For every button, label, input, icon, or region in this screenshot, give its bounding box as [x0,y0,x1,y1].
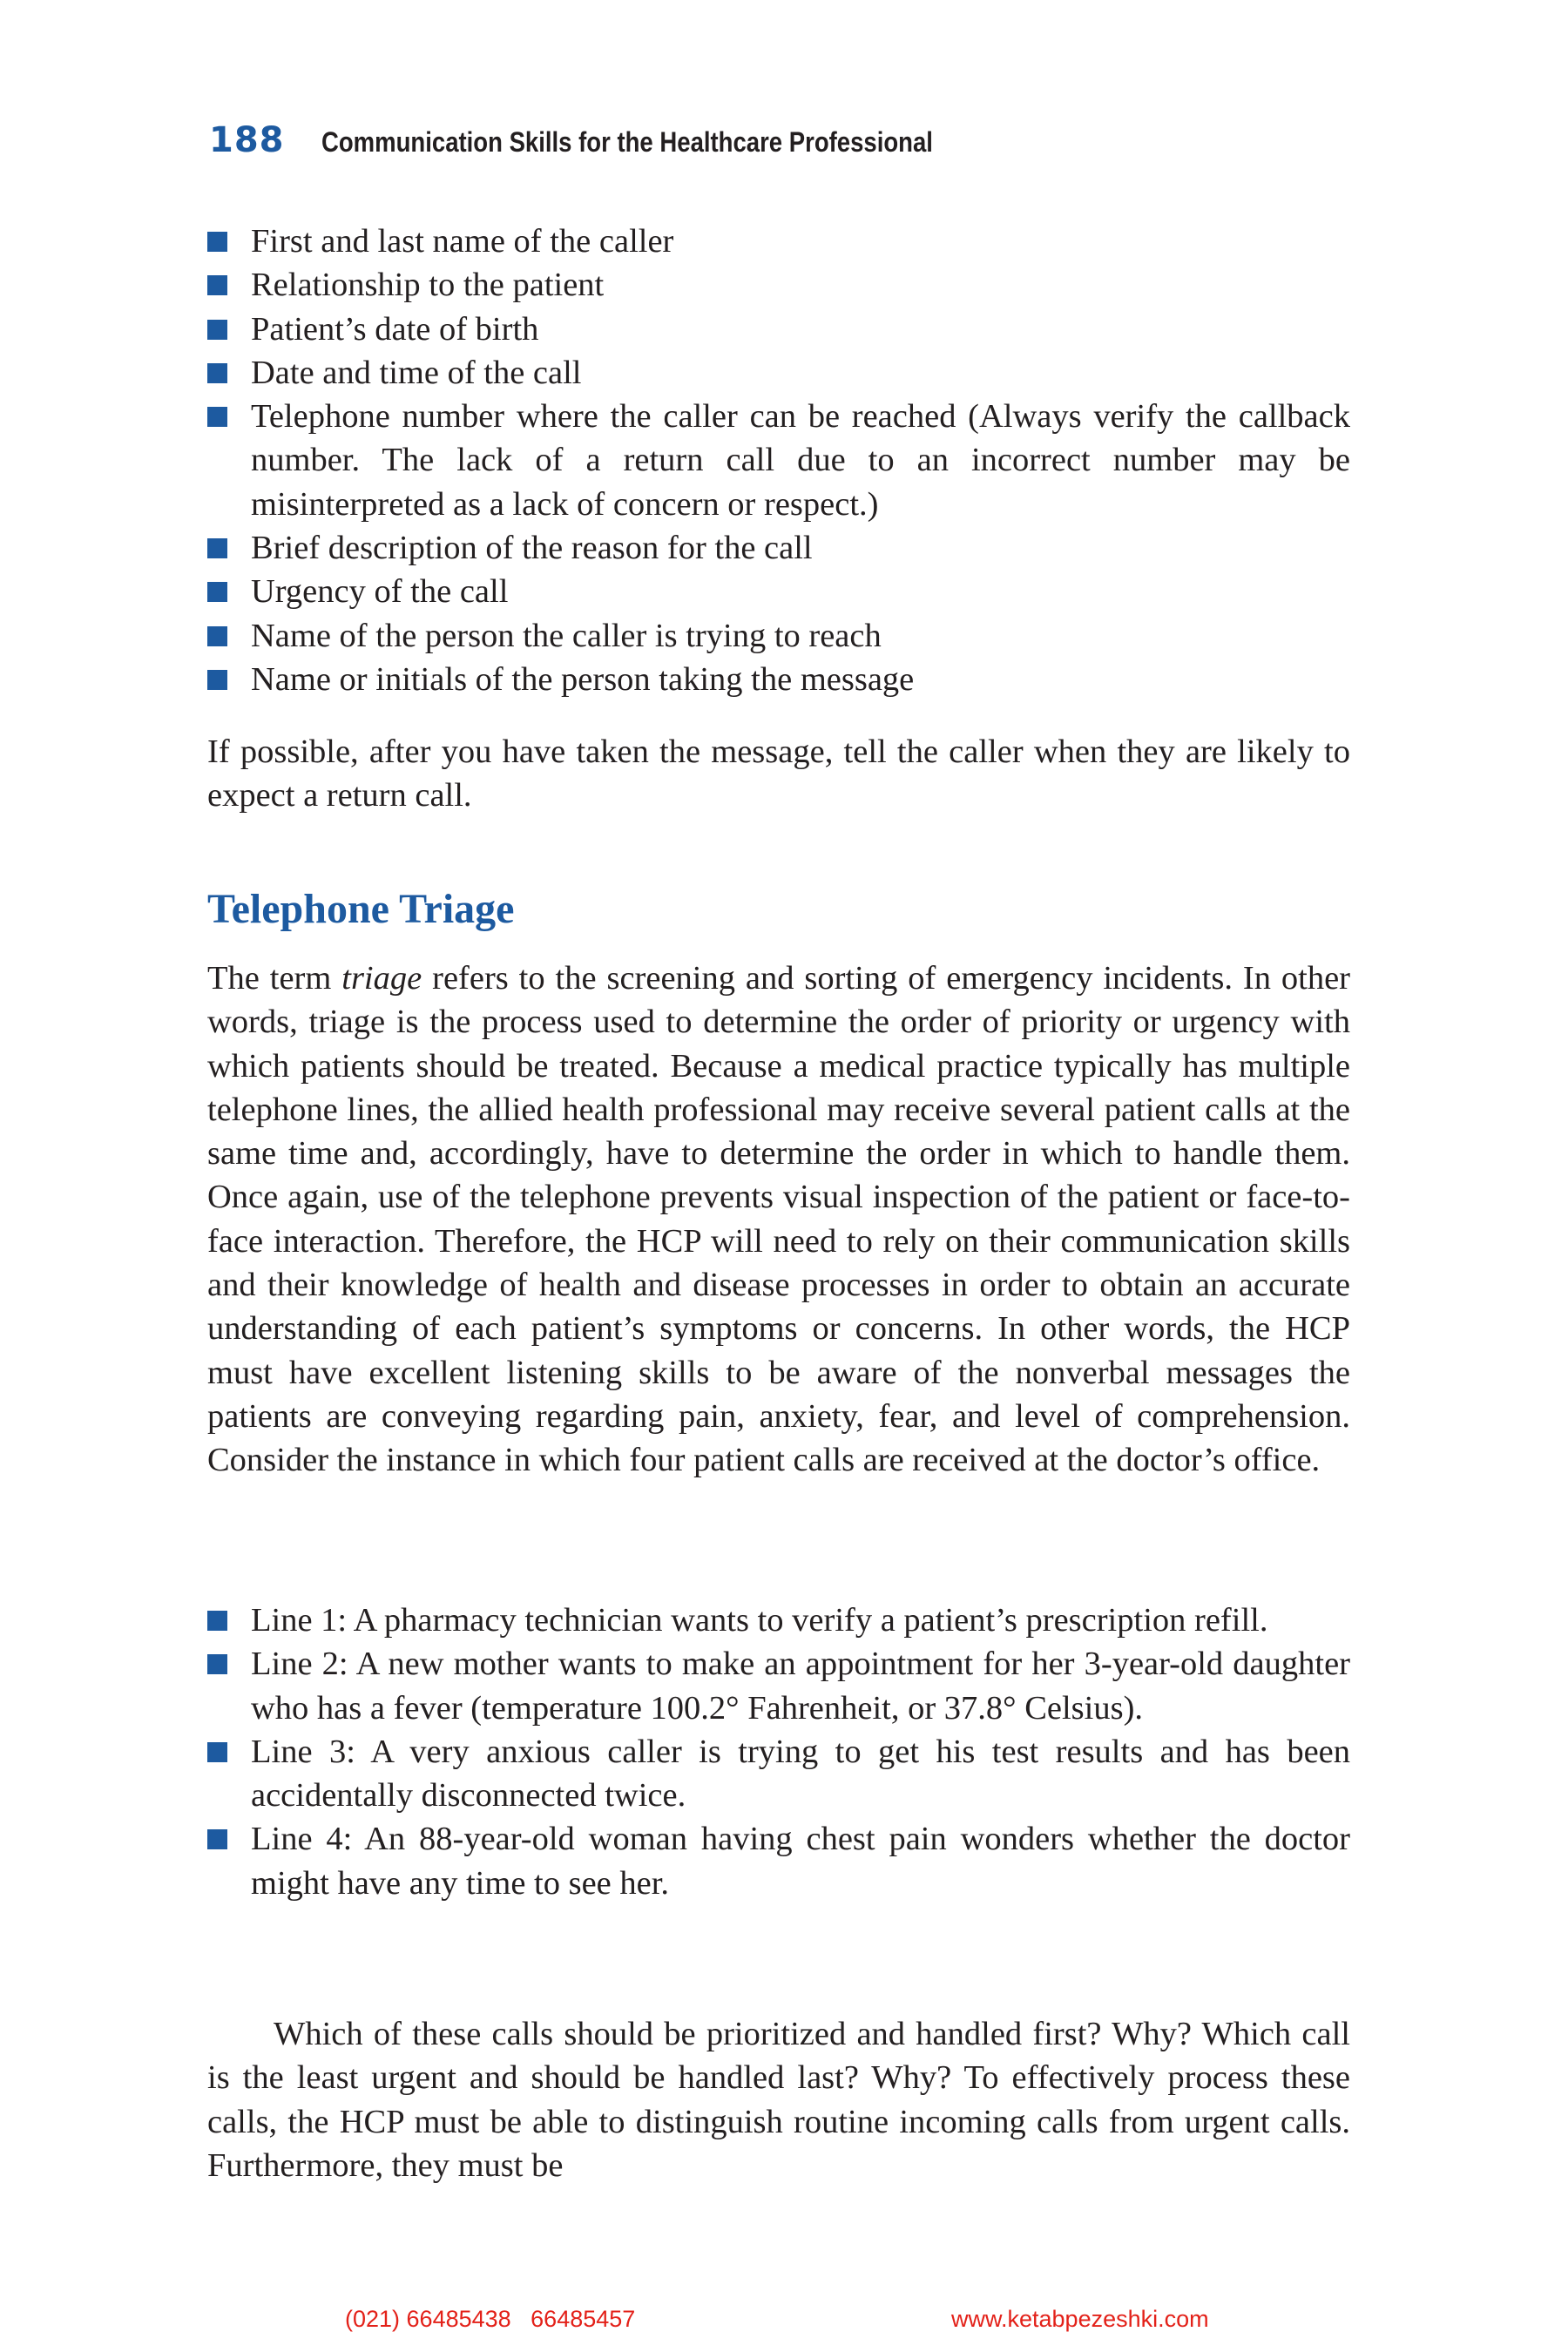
list-item: Name or initials of the person taking the message [207,658,1350,701]
list-item: Urgency of the call [207,570,1350,613]
list-item: Relationship to the patient [207,263,1350,307]
list-item: Brief description of the reason for the call [207,526,1350,570]
paragraph-lead: The term [207,960,342,997]
footer-phone: (021) 66485438 66485457 [345,2306,636,2332]
return-call-paragraph: If possible, after you have taken the message, tell the caller when they are likely to expect a return call. [207,733,1350,814]
page-number: 188 [209,120,285,160]
list-item: First and last name of the caller [207,220,1350,263]
running-header [209,120,1032,172]
paragraph-body: refers to the screening and sorting of emergency incidents. In other words, triage is the process used to determine the order of priority or urgency with which patients should be treated. Because a medical practice typically has multiple telephone lines, the allied health professional may receive several patient calls at the same time and, accordingly, have to determine the order in which to handle them. Once again, use of the telephone prevents visual inspection of the patient or face-to-face interaction. Therefore, the HCP will need to rely on their communication skills and their knowledge of health and disease processes in order to obtain an accurate understanding of each patient’s symptoms or concerns. In other words, the HCP must have excellent listening skills to be aware of the nonverbal messages the patients are conveying regarding pain, anxiety, fear, and level of comprehension. Consider the instance in which four patient calls are received at the doctor’s office. [207,960,1350,1479]
section-heading: Telephone Triage [207,886,515,932]
list-item: Line 4: An 88-year-old woman having chest pain wonders whether the doctor might have any time to see her. [207,1817,1350,1905]
triage-paragraph [207,956,1350,1483]
list-item: Line 3: A very anxious caller is trying to get his test results and has been accidentally disconnected twice. [207,1730,1350,1818]
phone-lines-list [207,1598,1350,1905]
prioritization-paragraph: Which of these calls should be prioritized and handled first? Why? Which call is the least urgent and should be handled last? Why? To effectively process these calls, the HCP must be able to distinguish routine incoming calls from urgent calls. Furthermore, they must be [207,2016,1350,2184]
list-item: Name of the person the caller is trying to reach [207,614,1350,658]
list-item: Line 2: A new mother wants to make an appointment for her 3-year-old daughter who has a fever (temperature 100.2° Fahrenheit, or 37.8° Celsius). [207,1642,1350,1730]
message-details-list [207,220,1350,701]
running-head-title: Communication Skills for the Healthcare Professional [321,126,933,158]
list-item: Date and time of the call [207,351,1350,395]
list-item: Line 1: A pharmacy technician wants to verify a patient’s prescription refill. [207,1598,1350,1642]
list-item: Patient’s date of birth [207,308,1350,351]
italic-term: triage [341,960,422,997]
footer-url: www.ketabpezeshki.com [951,2306,1209,2332]
list-item: Telephone number where the caller can be reached (Always verify the callback number. The lack of a return call due to an incorrect number may be misinterpreted as a lack of concern or respect.) [207,395,1350,526]
